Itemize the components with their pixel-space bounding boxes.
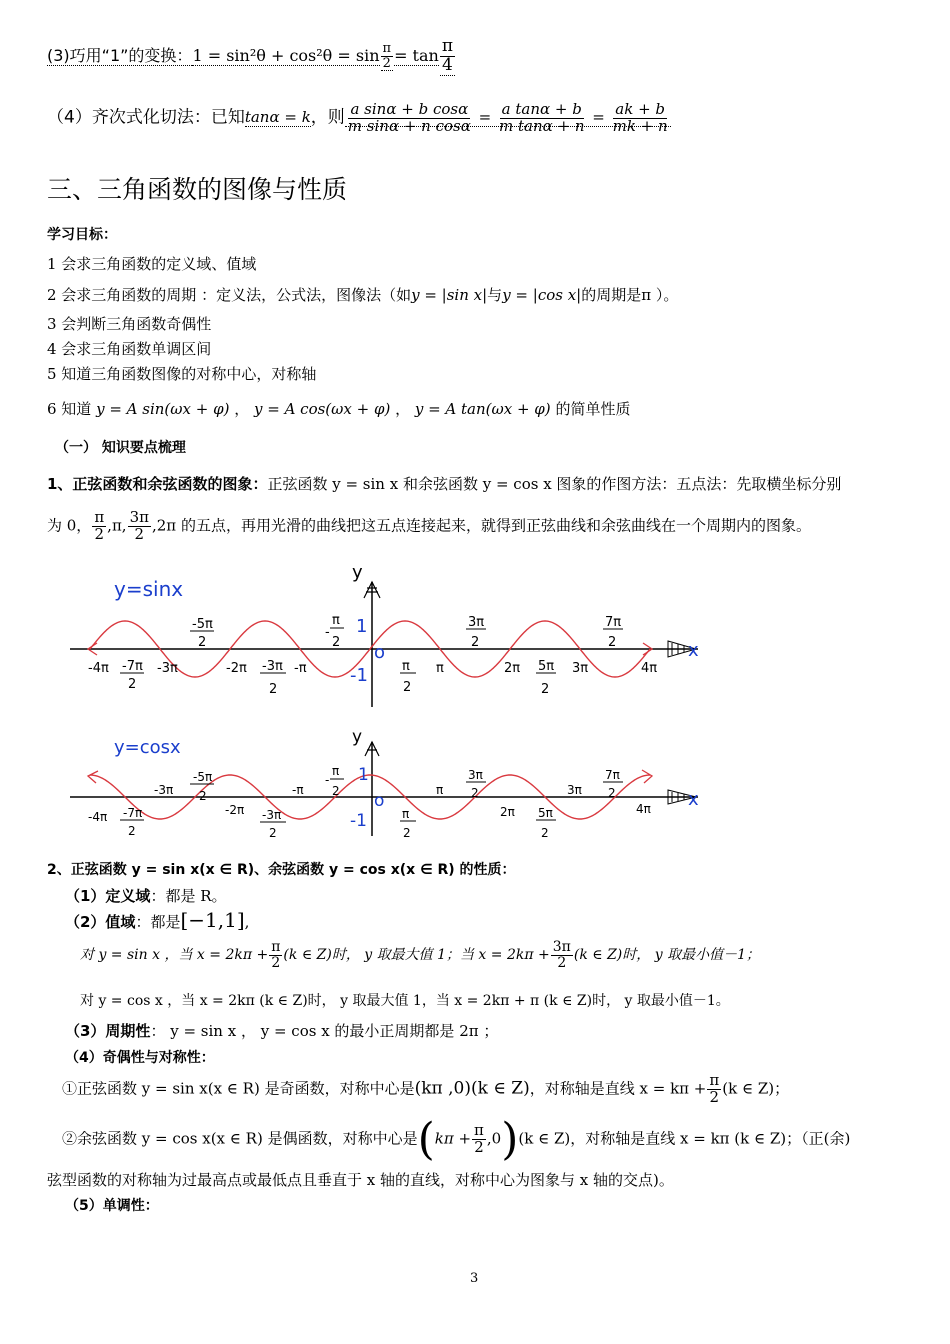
item3-tail-frac: $\frac{\pi}{4}$	[441, 36, 454, 75]
svg-text:2: 2	[128, 677, 137, 692]
svg-text:2: 2	[471, 786, 479, 800]
cosine-origin: o	[374, 791, 385, 811]
svg-text:2: 2	[332, 784, 340, 798]
item3-tail: = tan	[394, 46, 439, 66]
parity-sin: ①正弦函数 y = sin x(x ∈ R) 是奇函数，对称中心是(kπ ,0)(k ∈ Z)，对称轴是直线 x = kπ + $\frac{\pi}{2}$ (k ∈ Z)；	[62, 1071, 790, 1106]
range-line-sin: 对 y = sin x ，当 x = 2kπ + $\frac{\pi}{2}$ (k ∈ Z)时， y 取最大值 1；当 x = 2kπ + $\frac{3\pi}{2}$ (k ∈ Z)时， y 取最小值－1；	[80, 939, 760, 971]
svg-text:-5π: -5π	[192, 617, 213, 632]
p4-heading: （4）奇偶性与对称性：	[65, 1050, 215, 1066]
svg-text:4π: 4π	[636, 802, 651, 816]
svg-text:-: -	[325, 773, 330, 787]
item3-line	[47, 38, 456, 76]
point2-heading: 2、正弦函数 y = sin x(x ∈ R)、余弦函数 y = cos x(x ∈ R) 的性质：	[47, 862, 516, 878]
page-number: 3	[470, 1271, 479, 1286]
svg-text:2: 2	[269, 682, 278, 697]
goal-4: 4 会求三角函数单调区间	[47, 340, 212, 358]
svg-text:π: π	[402, 807, 410, 821]
svg-text:4π: 4π	[641, 661, 658, 676]
svg-text:-π: -π	[292, 783, 304, 797]
sine-origin: o	[374, 642, 386, 663]
svg-text:-2π: -2π	[226, 661, 247, 676]
svg-text:-7π: -7π	[123, 806, 143, 820]
svg-text:7π: 7π	[605, 768, 620, 782]
cosine-graph	[60, 724, 720, 844]
sine-graph-title: y=sinx	[114, 577, 184, 601]
svg-text:-3π: -3π	[262, 659, 283, 674]
svg-text:2: 2	[403, 680, 412, 695]
svg-text:-2π: -2π	[225, 803, 245, 817]
svg-text:3π: 3π	[468, 768, 483, 782]
svg-text:2: 2	[198, 635, 207, 650]
svg-text:2: 2	[541, 826, 549, 840]
svg-text:2: 2	[608, 786, 616, 800]
goal-5: 5 知道三角函数图像的对称中心，对称轴	[47, 365, 317, 383]
goal-6: 6 知道 y = A sin(ωx + φ) ， y = A cos(ωx + φ) ， y = A tan(ωx + φ) 的简单性质	[47, 400, 631, 418]
svg-text:π: π	[402, 659, 410, 674]
svg-text:5π: 5π	[538, 659, 555, 674]
sine-x-label: x	[688, 640, 699, 661]
svg-text:2π: 2π	[500, 805, 515, 819]
cosine-x-label: x	[688, 789, 699, 810]
svg-text:-5π: -5π	[193, 770, 213, 784]
svg-text:-4π: -4π	[88, 810, 108, 824]
cosine-left-arrow-icon	[88, 771, 98, 783]
svg-text:2: 2	[128, 824, 136, 838]
p3-period: （3）周期性： y = sin x ， y = cos x 的最小正周期都是 2π ；	[65, 1022, 499, 1040]
svg-text:2π: 2π	[504, 661, 521, 676]
svg-text:3π: 3π	[468, 615, 485, 630]
svg-text:-7π: -7π	[122, 659, 143, 674]
goal-2: 2 会求三角函数的周期 ：定义法，公式法，图像法（如y = |sin x|与y = |cos x|的周期是π ）。	[47, 286, 679, 304]
goals-heading: 学习目标：	[47, 227, 117, 243]
sine-neg-one: -1	[350, 665, 368, 686]
svg-text:-3π: -3π	[157, 661, 178, 676]
item4-then: ，则	[310, 107, 345, 128]
point1-line2: 为 0， $\frac{\pi}{2}$ ,π, $\frac{3\pi}{2}$ ,2π 的五点，再用光滑的曲线把这五点连接起来，就得到正弦曲线和余弦曲线在一个周期内的图象。	[47, 508, 811, 543]
svg-text:-3π: -3π	[154, 783, 174, 797]
sine-graph	[60, 562, 720, 712]
item4-cond: tanα = k	[244, 108, 311, 127]
svg-text:7π: 7π	[605, 615, 622, 630]
sine-one: 1	[356, 616, 368, 637]
subheading-1: （一） 知识要点梳理	[55, 440, 186, 456]
p1-definition: （1）定义域：都是 R。	[65, 887, 227, 905]
sine-y-label: y	[352, 562, 363, 583]
point1-line1: 1、正弦函数和余弦函数的图象：正弦函数 y = sin x 和余弦函数 y = cos x 图象的作图方法：五点法：先取横坐标分别	[47, 475, 842, 493]
goal-1: 1 会求三角函数的定义域、值域	[47, 255, 257, 273]
section-title: 三、三角函数的图像与性质	[47, 175, 348, 204]
p2-range: （2）值域：都是[−1,1],	[65, 908, 250, 932]
item3-frac: $\frac{\pi}{2}$	[382, 41, 392, 71]
svg-text:2: 2	[471, 635, 480, 650]
svg-text:-π: -π	[294, 661, 307, 676]
svg-text:-: -	[325, 625, 330, 640]
cosine-y-label: y	[352, 727, 363, 747]
svg-text:2: 2	[332, 635, 341, 650]
svg-text:2: 2	[608, 635, 617, 650]
svg-text:-3π: -3π	[262, 808, 282, 822]
item3-formula: 1 = sin²θ + cos²θ = sin	[192, 46, 380, 66]
svg-text:2: 2	[403, 826, 411, 840]
svg-text:3π: 3π	[567, 783, 582, 797]
svg-text:5π: 5π	[538, 806, 553, 820]
svg-text:2: 2	[541, 682, 550, 697]
svg-text:π: π	[436, 783, 444, 797]
item3-label: (3)巧用“1”的变换：	[47, 46, 193, 66]
range-line-cos: 对 y = cos x ，当 x = 2kπ (k ∈ Z)时， y 取最大值 1，当 x = 2kπ + π (k ∈ Z)时， y 取最小值－1。	[80, 993, 730, 1009]
svg-text:2: 2	[199, 789, 207, 803]
cosine-graph-title: y=cosx	[114, 737, 181, 758]
item4-fractions: $\frac{\text{a sinα + b cosα}}{\text{m sinα + n cosα}}$ = $\frac{\text{a tanα + b}}{\text{m tanα + n}}$ = $\frac{ak + b}{mk + n}$	[345, 108, 671, 127]
svg-text:-4π: -4π	[88, 661, 109, 676]
parity-cos: ②余弦函数 y = cos x(x ∈ R) 是偶函数，对称中心是(kπ + $\frac{\pi}{2}$ ,0)(k ∈ Z)，对称轴是直线 x = kπ (k ∈ Z)；（正(余)	[62, 1114, 851, 1165]
item4-line	[47, 102, 671, 135]
cosine-one: 1	[358, 765, 369, 785]
parity-note: 弦型函数的对称轴为过最高点或最低点且垂直于 x 轴的直线，对称中心为图象与 x 轴的交点)。	[47, 1171, 674, 1189]
svg-text:2: 2	[269, 826, 277, 840]
item4-label: （4）齐次式化切法：已知	[47, 107, 245, 128]
svg-text:π: π	[436, 661, 444, 676]
svg-text:π: π	[332, 764, 340, 778]
goal-3: 3 会判断三角函数奇偶性	[47, 315, 212, 333]
p5-heading: （5）单调性：	[65, 1198, 159, 1214]
svg-text:3π: 3π	[572, 661, 589, 676]
svg-text:π: π	[332, 613, 340, 628]
cosine-neg-one: -1	[350, 811, 367, 831]
